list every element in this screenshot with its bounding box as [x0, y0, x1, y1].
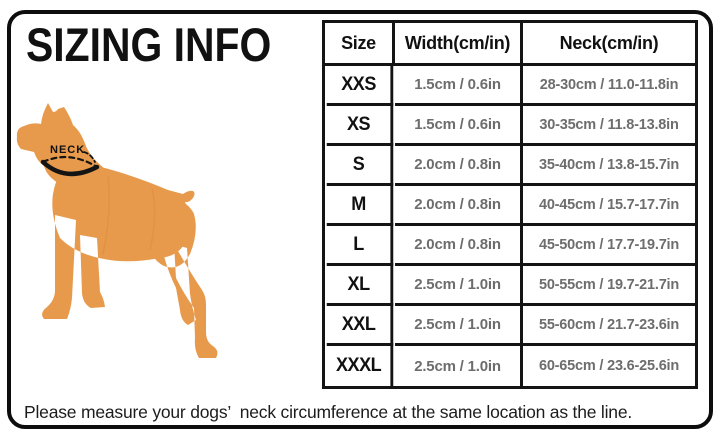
row-s-neck: 35-40cm / 13.8-15.7in: [523, 146, 695, 186]
row-xxl-size: XXL: [327, 306, 394, 346]
row-m-size: M: [327, 186, 394, 226]
col-header-size: Size: [325, 23, 395, 66]
row-xxxl-size: XXXL: [327, 346, 394, 386]
row-xxs-size: XXS: [327, 66, 394, 106]
row-m-width: 2.0cm / 0.8in: [395, 186, 523, 226]
page-title: SIZING INFO: [26, 18, 272, 71]
row-xl-size: XL: [327, 266, 394, 306]
sizing-table: [322, 20, 698, 389]
row-l-width: 2.0cm / 0.8in: [395, 226, 523, 266]
col-header-width: Width(cm/in): [395, 23, 523, 66]
row-xxxl-neck: 60-65cm / 23.6-25.6in: [538, 358, 680, 374]
row-xxs-width: 1.5cm / 0.6in: [395, 66, 523, 106]
dog-illustration: [0, 0, 300, 432]
row-s-size: S: [327, 146, 394, 186]
row-xxs-neck: 28-30cm / 11.0-11.8in: [523, 66, 695, 106]
measure-instruction: Please measure your dogs’ neck circumference at the same location as the line.: [24, 402, 633, 422]
row-l-size: L: [327, 226, 394, 266]
row-xl-width: 2.5cm / 1.0in: [395, 266, 523, 306]
row-xs-width: 1.5cm / 0.6in: [395, 106, 523, 146]
row-l-neck: 45-50cm / 17.7-19.7in: [523, 226, 695, 266]
row-xxl-neck: 55-60cm / 21.7-23.6in: [523, 306, 695, 346]
neck-label: NECK: [50, 144, 86, 156]
row-xs-neck: 30-35cm / 11.8-13.8in: [523, 106, 695, 146]
row-xl-neck: 50-55cm / 19.7-21.7in: [523, 266, 695, 306]
row-m-neck: 40-45cm / 15.7-17.7in: [523, 186, 695, 226]
dog-silhouette: [17, 103, 218, 358]
col-header-neck: Neck(cm/in): [523, 23, 695, 66]
row-s-width: 2.0cm / 0.8in: [395, 146, 523, 186]
row-xs-size: XS: [327, 106, 394, 146]
row-xxxl-width: 2.5cm / 1.0in: [395, 346, 523, 386]
row-xxl-width: 2.5cm / 1.0in: [395, 306, 523, 346]
